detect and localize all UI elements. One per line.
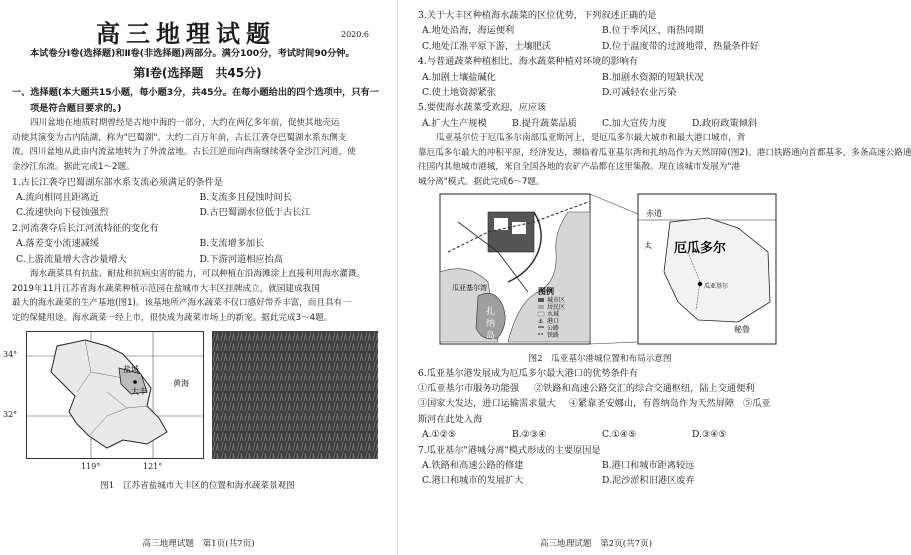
legend-water: 水域: [547, 310, 560, 318]
passage-line: 靠厄瓜多尔最大的冲积平原，经济发达，濒临着瓜亚基尔湾和扎纳岛作为天然屏障(图2)。港口铁路通向首都基多，多条高速公路通: [418, 147, 911, 158]
pacific-label-1: 太: [644, 240, 652, 250]
exam-date: 2020.6: [341, 30, 369, 39]
map-label-yellow-sea: 黄海: [173, 379, 189, 389]
item-1: ①瓜亚基尔市服务功能强: [418, 383, 520, 395]
passage-line: 最大的海水蔬菜的生产基地(图1)。该基地所产海水蔬菜不仅口感好带乔丰富，而且具有一: [12, 298, 351, 309]
island-char-2: 纳: [486, 318, 496, 329]
photo-texture: [212, 331, 378, 459]
passage-3: [418, 131, 911, 189]
question-2: 2.河流袭夺后长江河流特征的变化有: [12, 222, 159, 234]
passage-line: 四川盆地在地质时期曾经是古地中海的一部分，大约在两亿多年前，促使其地壳运: [30, 118, 340, 129]
question-3-options: [418, 23, 782, 54]
question-7: 7.瓜亚基尔"港城分离"模式形成的主要原因是: [418, 444, 601, 456]
figure-2-caption: 图2 瓜亚基尔港城位置和布局示意图: [528, 353, 672, 364]
item-3: ③国家大发达，进口运输需求量大: [418, 398, 556, 410]
option-b: B.加剧水资源的短缺状况: [602, 71, 704, 83]
option-d: D.③④⑤: [692, 429, 727, 441]
figure-2: [438, 192, 778, 352]
option-d: D.下游河道相应抬高: [199, 253, 283, 265]
option-a: A.铁路和高速公路的修建: [422, 460, 524, 472]
guayaquil-label: 瓜亚基尔: [704, 282, 729, 290]
option-d: D.政府政策倾斜: [692, 117, 758, 129]
equator-label: 赤道: [646, 208, 662, 218]
option-a: A.地处沿海，海运便利: [422, 25, 515, 37]
passage-line: 定的保健用途。海水蔬菜一经上市，很快成为蔬菜市场上的新宠。据此完成3～4题。: [12, 312, 333, 323]
legend-title: 图例: [538, 286, 554, 296]
question-6-items-1: [418, 381, 782, 396]
option-b: B.②③④: [512, 429, 547, 441]
option-c: C.上游流量增大含沙量增大: [16, 253, 127, 265]
option-d: D.位于温度带的过渡地带，热量条件好: [602, 40, 759, 52]
option-c: C.地处江淮平原下游，土壤肥沃: [422, 40, 552, 52]
sea-vegetable-photo: [212, 331, 378, 459]
title-row: [12, 10, 383, 46]
map-label-yancheng: 盐城: [123, 365, 139, 375]
figure-1-caption: 图1 江苏省盐城市大丰区的位置和海水蔬菜景观图: [100, 481, 295, 492]
question-6-options: [418, 427, 782, 442]
option-a: A.流向相同且距离近: [16, 192, 100, 203]
item-5: ⑤瓜亚: [743, 398, 771, 410]
peru-label: 秘鲁: [734, 324, 750, 334]
lon-119-label: 119°: [81, 462, 101, 472]
question-4-options: [418, 70, 782, 101]
option-a: A.加剧土壤盐碱化: [422, 71, 496, 83]
instruction-line-2: 项是符合题目要求的。): [30, 102, 122, 114]
passage-line: 瓜亚基尔位于厄瓜多尔南部瓜亚斯河上，是厄瓜多尔最大城市和最大港口城市，背: [436, 133, 746, 144]
passage-2: [12, 267, 383, 325]
option-b: B.提升蔬菜品质: [512, 117, 577, 129]
lon-121-label: 121°: [143, 462, 163, 472]
question-5-options: [418, 116, 782, 131]
option-a: A.落差变小流速减缓: [16, 238, 100, 250]
option-b: B.港口和城市距离较远: [602, 460, 695, 472]
option-c: C.流速快向下侵蚀强烈: [16, 207, 109, 219]
passage-line: 城分离"模式。据此完成6～7题。: [418, 177, 545, 188]
ecuador-label: 厄瓜多尔: [674, 240, 727, 256]
question-7-options: [418, 458, 782, 489]
legend-city: 城市区: [547, 296, 566, 304]
question-4: 4.与普通蔬菜种植相比，海水蔬菜种植对环境的影响有: [418, 56, 639, 68]
option-a: A.①②⑤: [422, 429, 457, 441]
question-6-items-3: 斯河在此处入海: [418, 413, 483, 425]
item-2: ②铁路和高速公路交汇的综合交通枢纽，陆上交通便利: [533, 383, 755, 395]
island-char-1: 扎: [486, 306, 496, 317]
question-3: 3.关于大丰区种植海水蔬菜的区位优势，下列叙述正确的是: [418, 10, 657, 21]
legend-port: 港口: [547, 317, 560, 325]
option-d: D.泥沙淤积旧港区废弃: [602, 475, 695, 487]
passage-line: 海水蔬菜具有抗盐、耐盐和抗病虫害的能力，可以种植在沿海滩涂上直接利用海水灌溉。: [30, 269, 366, 280]
option-c: C.使土地资源紧张: [422, 87, 496, 99]
passage-1: [12, 116, 383, 174]
option-c: C.加大宣传力度: [602, 117, 667, 129]
island-char-3: 岛: [486, 330, 496, 341]
option-b: B.支流多且侵蚀时间长: [199, 192, 292, 203]
intro-text: 本试卷分Ⅰ卷(选择题)和Ⅱ卷(非选择题)两部分。满分100分，考试时间90分钟。: [30, 48, 355, 59]
passage-line: 2019年11月江苏省海水蔬菜种植示范园在盐城市大丰区挂牌成立，就园建成我国: [12, 283, 320, 294]
question-5: 5.要使海水蔬菜受欢迎，应应该: [418, 102, 547, 114]
passage-line: 流，四川盆地从此由内流盆地转为了外流盆地。古长江逆而向西南继续袭夺金沙江河道，使: [12, 147, 356, 158]
option-d: D.可减轻农业污染: [602, 87, 677, 99]
option-c: C.港口和城市的发展扩大: [422, 475, 524, 487]
legend-residential: 居民区: [547, 303, 566, 311]
svg-text:⚓: ⚓: [538, 317, 544, 325]
section-title: 第Ⅰ卷(选择题 共45分): [133, 66, 262, 81]
gulf-label: 瓜亚基尔湾: [452, 283, 487, 292]
passage-line: 金沙江东流。据此完成1～2题。: [12, 162, 135, 172]
question-2-options: [12, 236, 383, 267]
jiangsu-map-svg: [27, 332, 203, 458]
jiangsu-map: [3, 331, 204, 472]
question-1: 1.古长江袭夺巴蜀湖东部水系支流必须满足的条件是: [12, 176, 223, 188]
legend-railway: 铁路: [547, 331, 560, 339]
figure-1: [3, 329, 383, 479]
instruction-line-1: 一、选择题(本大题共15小题，每小题3分，共45分。在每小题给出的四个选项中，只有一: [12, 87, 379, 99]
right-footer: 高三地理试题 第2页(共7页): [539, 539, 653, 549]
right-page: [397, 0, 911, 555]
passage-line: 动使其演变为古内陆湖，称为"巴蜀湖"。大约二百万年前，古长江袭夺巴蜀湖水系东侧支: [12, 132, 347, 143]
guayaquil-map: [438, 192, 778, 352]
question-6-items-2: [418, 396, 782, 411]
question-6: 6.瓜亚基尔港发展成为厄瓜多尔最大港口的优势条件有: [418, 367, 639, 379]
option-b: B.位于季风区，雨热同期: [602, 25, 704, 37]
left-page: [0, 0, 397, 555]
map-label-dafeng: 大丰: [131, 387, 147, 397]
option-a: A.扩大生产规模: [422, 117, 487, 129]
item-4: ④紧靠圣安娜山，有普纳岛作为天然屏障: [568, 398, 735, 410]
question-1-options: [12, 190, 383, 221]
exam-title: 高三地理试题: [96, 20, 276, 48]
legend-highway: 公路: [547, 324, 560, 332]
option-c: C.①④⑤: [602, 429, 637, 441]
left-footer: 高三地理试题 第1页(共7页): [142, 539, 255, 549]
lat-34-label: 34°: [3, 350, 18, 360]
lat-32-label: 32°: [3, 410, 18, 420]
passage-line: 往国内其他城市港城，来自全国各地的农矿产品都在这里集散。现在该城市发展为"港: [418, 162, 740, 173]
option-d: D.古巴蜀湖水位低于古长江: [199, 207, 311, 219]
option-b: B.支流增多加长: [199, 238, 265, 250]
